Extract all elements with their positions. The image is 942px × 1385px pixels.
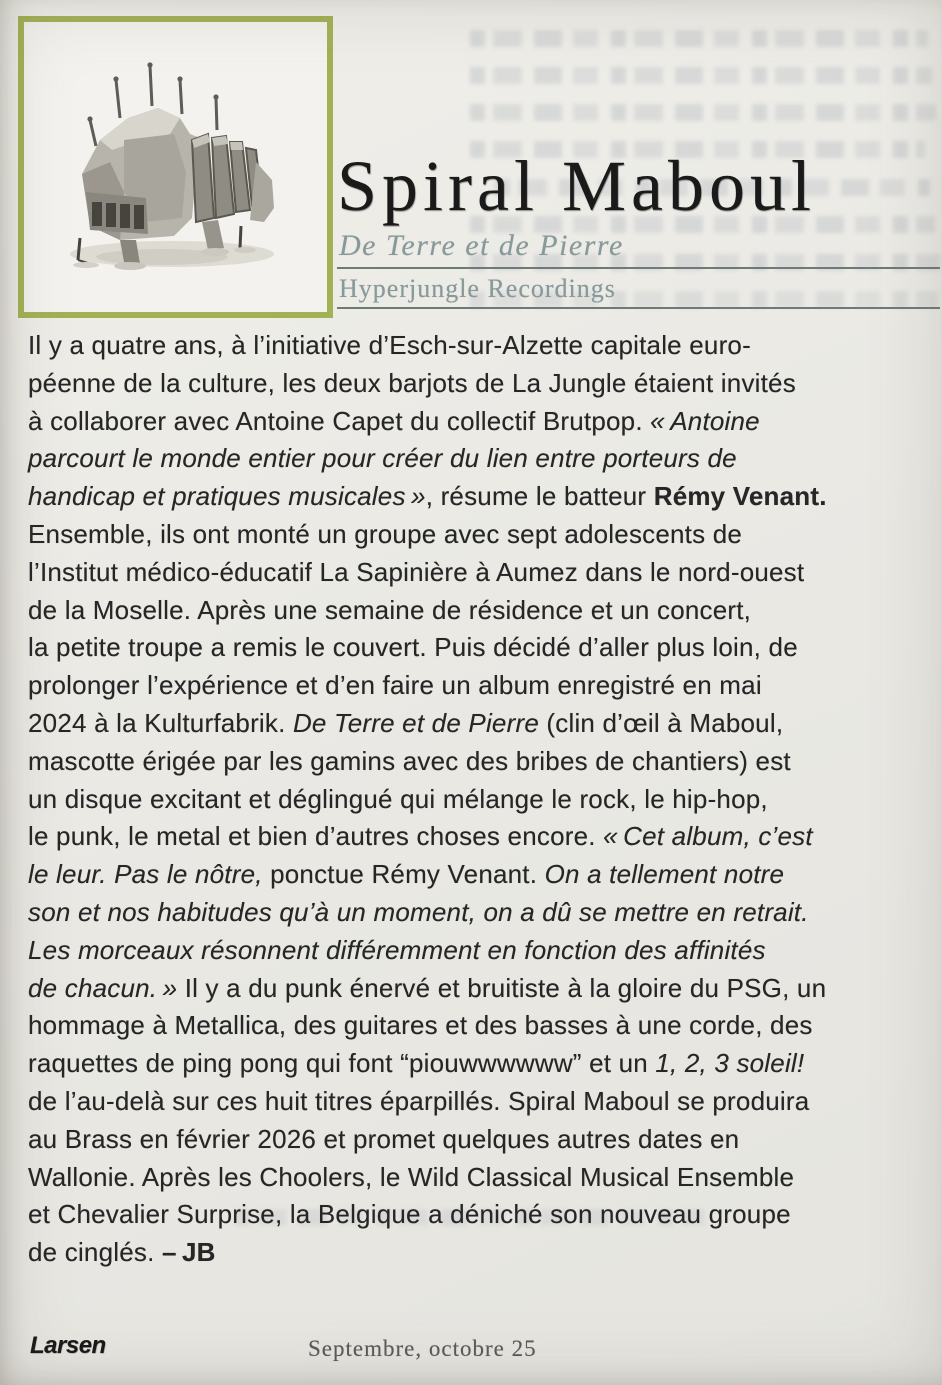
article-line: de chacun. » Il y a du punk énervé et bruitiste à la gloire du PSG, un (28, 972, 827, 1003)
article-line: de l’au-delà sur ces huit titres éparpillés. Spiral Maboul se produira (28, 1085, 810, 1116)
article-line: au Brass en février 2026 et promet quelques autres dates en (28, 1123, 740, 1154)
article-line: Il y a quatre ans, à l’initiative d’Esch-sur-Alzette capitale euro- (28, 330, 751, 360)
stone-creature-illustration (24, 22, 327, 312)
bleedthrough-ghost (470, 30, 928, 47)
article-line: prolonger l’expérience et d’en faire un album enregistré en mai (28, 670, 762, 701)
header-divider-top (337, 267, 940, 269)
article-line: un disque excitant et déglingué qui mélange le rock, le hip-hop, (28, 783, 768, 814)
article-line: à collaborer avec Antoine Capet du collectif Brutpop. « Antoine (28, 405, 760, 436)
header-divider-bottom (337, 307, 940, 309)
record-label: Hyperjungle Recordings (339, 274, 616, 303)
article-line: Les morceaux résonnent différemment en fonction des affinités (28, 934, 766, 965)
artist-name: Spiral Maboul (337, 146, 816, 226)
article-line: hommage à Metallica, des guitares et des basses à une corde, des (28, 1010, 813, 1041)
bleedthrough-ghost (470, 104, 936, 121)
article-line: 2024 à la Kulturfabrik. De Terre et de Pierre (clin d’œil à Maboul, (28, 707, 784, 738)
article-line: Wallonie. Après les Choolers, le Wild Classical Musical Ensemble (28, 1161, 795, 1192)
article-line: parcourt le monde entier pour créer du lien entre porteurs de (28, 443, 737, 474)
article-line: de cinglés. – JB (28, 1237, 216, 1268)
article-body (28, 327, 928, 1272)
album-artwork (18, 16, 333, 318)
article-line: handicap et pratiques musicales », résume le batteur Rémy Venant. (28, 481, 827, 512)
article-line: le punk, le metal et bien d’autres choses encore. « Cet album, c’est (28, 821, 813, 852)
article-line: raquettes de ping pong qui font “piouwwwwww” et un 1, 2, 3 soleil! (28, 1048, 805, 1079)
issue-date: Septembre, octobre 25 (308, 1336, 537, 1361)
article-line: péenne de la culture, les deux barjots de La Jungle étaient invités (28, 367, 796, 398)
album-title: De Terre et de Pierre (339, 229, 624, 262)
article-line: le leur. Pas le nôtre, ponctue Rémy Venant. On a tellement notre (28, 859, 785, 890)
article-line: la petite troupe a remis le couvert. Puis décidé d’aller plus loin, de (28, 632, 798, 663)
article-line: son et nos habitudes qu’à un moment, on a dû se mettre en retrait. (28, 896, 809, 927)
article-line: de la Moselle. Après une semaine de résidence et un concert, (28, 594, 752, 625)
article-line: et Chevalier Surprise, la Belgique a déniché son nouveau groupe (28, 1199, 791, 1230)
bleedthrough-ghost (470, 67, 932, 84)
article-line: l’Institut médico-éducatif La Sapinière à Aumez dans le nord-ouest (28, 556, 805, 587)
magazine-logo: Larsen (30, 1332, 106, 1359)
article-line: Ensemble, ils ont monté un groupe avec sept adolescents de (28, 518, 743, 549)
article-line: mascotte érigée par les gamins avec des bribes de chantiers) est (28, 745, 791, 776)
